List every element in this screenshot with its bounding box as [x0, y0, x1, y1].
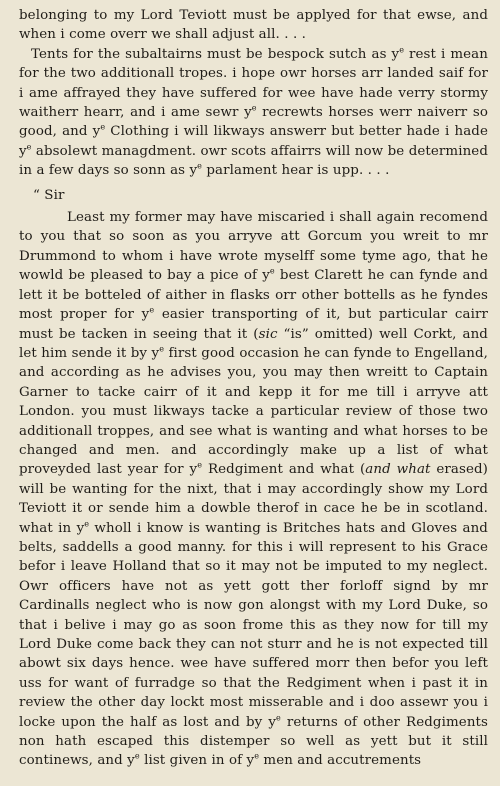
- text-run: Tents for the subaltairns must be bespock sutch as y: [31, 46, 400, 62]
- text-run: will be wanting for the nixt, that i may accordingly show my Lord Teviott it or sende him a dowble therof in cace he be in scotland. what in y: [19, 481, 488, 536]
- editorial-erased: and what: [365, 462, 431, 478]
- text-run: well Corkt, and let him sende it by y: [19, 326, 488, 361]
- superscript: e: [100, 122, 106, 132]
- superscript: e: [149, 305, 155, 315]
- superscript: e: [197, 161, 203, 171]
- text-run: list given in of y: [139, 753, 255, 769]
- letter-salutation: “ Sir: [33, 187, 65, 203]
- paragraph-continuation: [19, 6, 488, 45]
- editorial-note: “is” omitted): [277, 326, 374, 342]
- text-run: easier transporting of it, but particular cairr must be tacken in seeing that it (: [19, 307, 488, 342]
- paragraph-tents: [19, 45, 488, 181]
- superscript: e: [84, 519, 90, 529]
- superscript: e: [276, 713, 281, 723]
- text-run: belonging to my Lord Teviott must be applyed for that ewse, and when i come overr we shall adjust all. . . .: [19, 8, 488, 43]
- text-run: rest i mean for the two additionall tropes. i hope owr horses arr landed saif for i ame affrayed they have suffered for wee have hade verry stormy waitherr hearr, and i ame sewr y: [19, 46, 488, 121]
- superscript: e: [26, 142, 32, 152]
- superscript: e: [134, 751, 140, 761]
- superscript: e: [197, 460, 203, 470]
- superscript: e: [269, 266, 275, 276]
- text-run: Clothing i will likways answerr but better hade i hade y: [19, 124, 488, 159]
- text-run: first good occasion he can fynde to Engelland, and according as he advises you, you may then wreitt to Captain Garner to tacke cairr of it and kepp it for me till i arryve att London. you must likways tacke a particular review of those two additionall troppes, and see what is wanting and what horses to be changed and men. and accordingly make up a list of what proveyded last year for y: [19, 345, 488, 478]
- superscript: e: [251, 103, 257, 113]
- text-run: returns of other Redgiments non hath escaped this distemper so well as yett but it still continews, and y: [19, 714, 488, 769]
- superscript: e: [254, 751, 260, 761]
- text-run: Least my former may have miscaried i shall again recomend to you that so soon as you arryve att Gorcum you wreit to mr Drummond to whom i have wrote myselff some tyme ago, that he wowld be pleased to bay a pice of y: [19, 210, 488, 284]
- superscript: e: [399, 45, 405, 55]
- text-run: wholl i know is wanting is Britches hats and Gloves and belts, saddells a good manny. for this i will represent to his Grace befor i leave Holland that so it may not be imputed to my neglect. Owr officers have not as yett gott ther forloff signd by mr Cardinalls neglect who is now gon alongst with my Lord Duke, so that i belive i may go as soon frome this as they now for till my Lord Duke come back they can not sturr and he is not expected till abowt six days hence. wee have suffered morr then befor you left uss for want of furradge so that the Redgiment when i past it in review the other day lockt most misserable and i doo assewr you i locke upon the half as lost and by y: [19, 520, 488, 730]
- text-run: recrewts horses werr naiverr so good, and y: [19, 105, 488, 140]
- text-run: absolewt managdment. owr scots affairrs will now be determined in a few days so sonn as y: [19, 143, 488, 179]
- text-run: parlament hear is upp. . . .: [202, 163, 390, 179]
- text-run: best Clarett he can fynde and lett it be botteled of aither in flasks orr other bottells as he fyndes most proper for y: [19, 268, 488, 323]
- editorial-sic: sic: [258, 326, 278, 342]
- text-run: Redgiment and what (: [202, 462, 366, 478]
- text-run: men and accutrements: [259, 753, 422, 769]
- editorial-note: erased): [430, 462, 489, 478]
- letter-body: [19, 208, 488, 771]
- superscript: e: [159, 344, 165, 354]
